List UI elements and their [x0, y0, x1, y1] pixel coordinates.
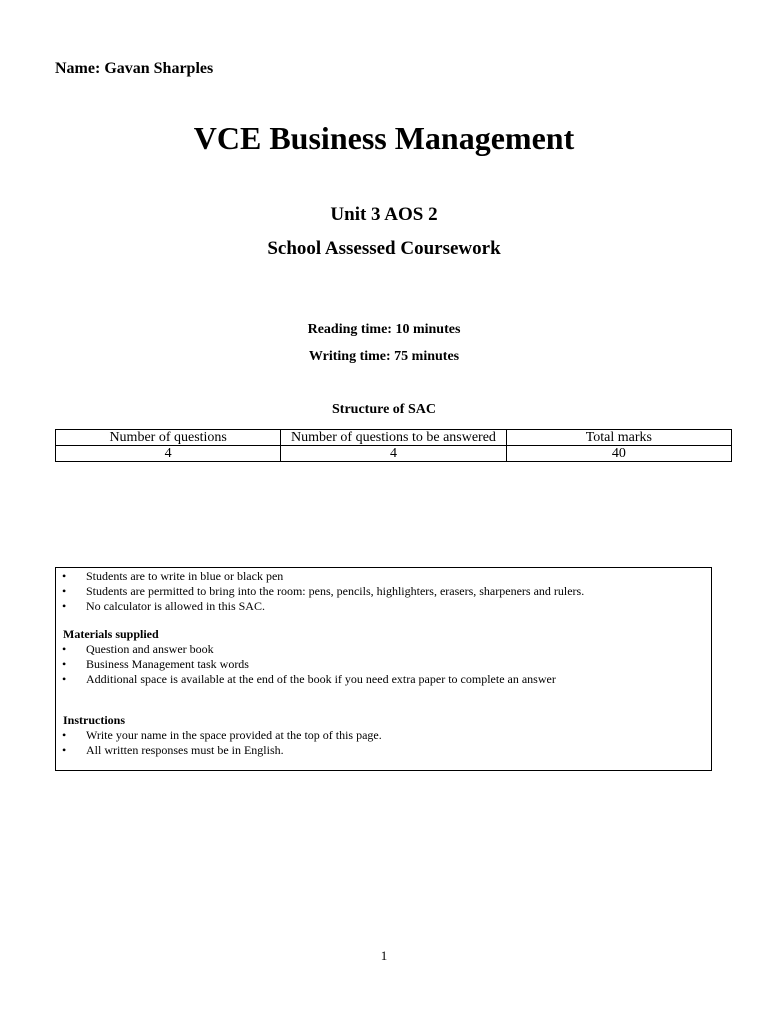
instructions-list [56, 728, 711, 758]
bullet-icon: • [62, 599, 67, 613]
materials-heading: Materials supplied [63, 627, 159, 641]
bullet-icon: • [62, 743, 67, 757]
bullet-icon: • [62, 728, 67, 742]
reading-time: Reading time: 10 minutes [307, 322, 461, 337]
structure-table [55, 429, 732, 462]
coursework-subtitle: School Assessed Coursework [267, 238, 501, 259]
bullet-icon: • [62, 642, 67, 656]
student-name-line: Name: Gavan Sharples [55, 60, 214, 77]
table-cell-answered: 4 [281, 446, 506, 462]
table-header-cell: Total marks [506, 430, 731, 446]
table-header-cell: Number of questions [56, 430, 281, 446]
table-header-row [56, 430, 732, 446]
table-cell-questions: 4 [56, 446, 281, 462]
list-item: • Additional space is available at the end of the book if you need extra paper to complete an answer [62, 672, 556, 686]
table-row [56, 446, 732, 462]
table-header-cell: Number of questions to be answered [281, 430, 506, 446]
page-number: 1 [380, 948, 388, 963]
list-item: • Students are permitted to bring into the room: pens, pencils, highlighters, erasers, sharpeners and rulers. [62, 584, 585, 598]
bullet-icon: • [62, 569, 67, 583]
list-item: • All written responses must be in English. [62, 743, 284, 757]
unit-heading: Unit 3 AOS 2 [330, 204, 438, 225]
instructions-heading: Instructions [63, 713, 126, 727]
document-title: VCE Business Management [193, 120, 575, 156]
list-item: • Students are to write in blue or black pen [62, 569, 284, 583]
list-item: • Business Management task words [62, 657, 249, 671]
list-item: • Question and answer book [62, 642, 214, 656]
bullet-icon: • [62, 672, 67, 686]
general-rules-list [56, 569, 711, 614]
bullet-icon: • [62, 657, 67, 671]
list-item: • No calculator is allowed in this SAC. [62, 599, 265, 613]
table-cell-total-marks: 40 [506, 446, 731, 462]
bullet-icon: • [62, 584, 67, 598]
structure-heading: Structure of SAC [332, 402, 436, 417]
writing-time: Writing time: 75 minutes [308, 349, 460, 364]
materials-list [56, 642, 711, 687]
list-item: • Write your name in the space provided at the top of this page. [62, 728, 382, 742]
rules-box [55, 567, 712, 771]
